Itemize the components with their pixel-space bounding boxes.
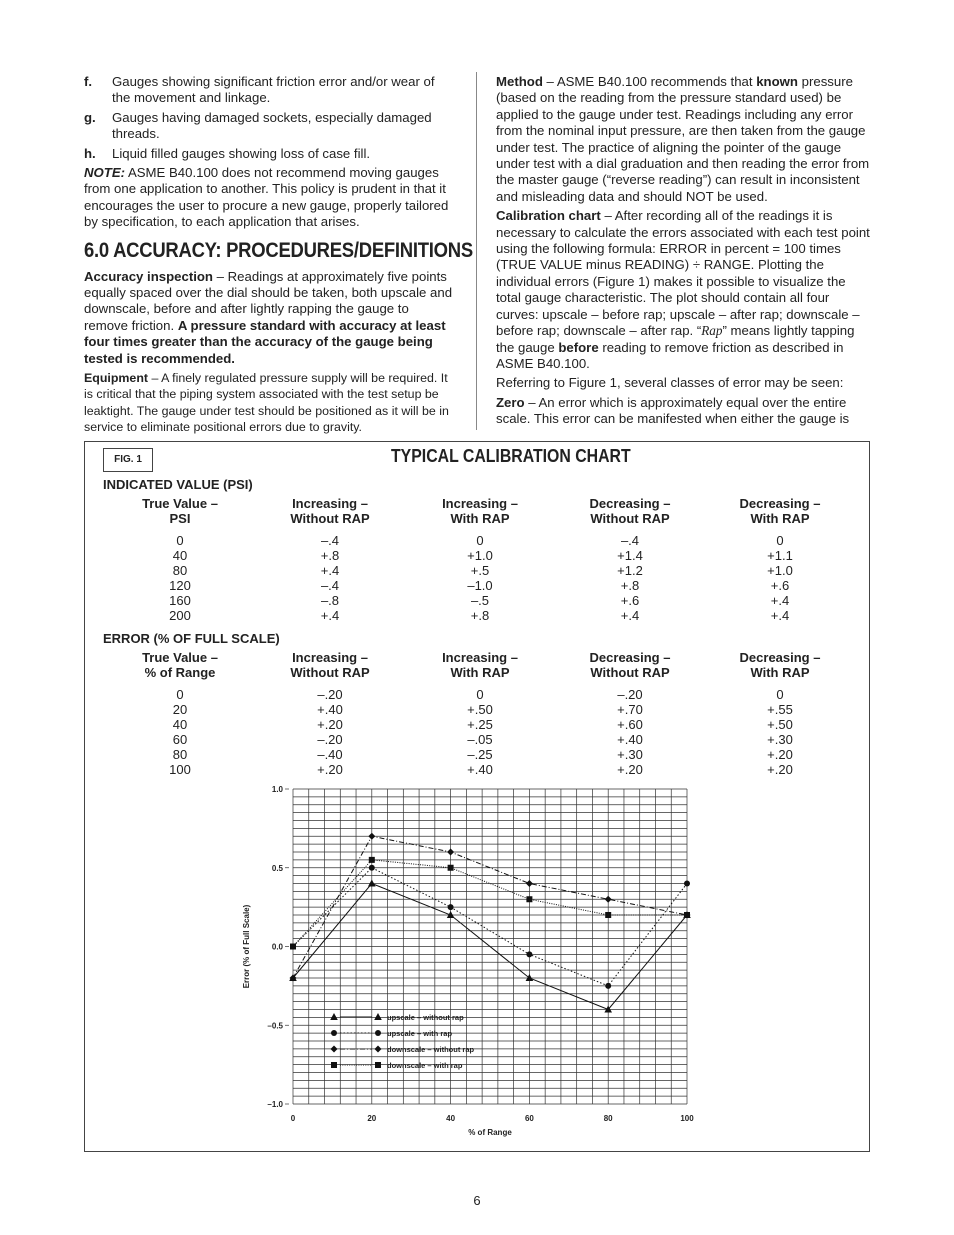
- x-tick-label: 0: [290, 1114, 296, 1123]
- table-cell: +.40: [617, 732, 643, 747]
- data-point-square: [331, 1062, 337, 1068]
- table-cell: +.8: [470, 608, 490, 623]
- data-point-diamond: [526, 880, 533, 887]
- table-cell: –.4: [320, 533, 340, 548]
- equipment-text: – A finely regulated pressure supply will be required. It is critical that the piping system associated with the test setup be leaktight. The gauge under test should be positioned as it will be in service to eliminate positional errors due to gravity.: [84, 371, 449, 434]
- column-header-line: Without RAP: [290, 511, 370, 526]
- page-number: 6: [473, 1193, 481, 1208]
- section-heading: 6.0 ACCURACY: PROCEDURES/DEFINITIONS: [84, 238, 473, 262]
- table-cell: +1.2: [617, 563, 643, 578]
- method-label: Method: [496, 74, 543, 89]
- data-point-diamond: [605, 896, 612, 903]
- table-cell: +.6: [770, 578, 790, 593]
- table-cell: +.20: [767, 747, 793, 762]
- table-cell: –.20: [317, 687, 343, 702]
- y-tick-label: 0.0: [271, 942, 283, 952]
- table-cell: 40: [172, 548, 188, 563]
- table-cell: 0: [476, 687, 484, 702]
- column-header-line: Increasing –: [292, 496, 368, 511]
- table-cell: +.30: [617, 747, 643, 762]
- data-point-circle: [605, 983, 611, 989]
- table-cell: 0: [776, 687, 784, 702]
- method-known: known: [756, 74, 798, 89]
- table-cell: 80: [172, 747, 188, 762]
- list-item-key: f.: [84, 74, 93, 89]
- table-cell: –.20: [317, 732, 343, 747]
- table-cell: 0: [176, 687, 184, 702]
- table-cell: 80: [172, 563, 188, 578]
- figure-label: FIG. 1: [103, 448, 153, 472]
- table-cell: +.20: [767, 762, 793, 777]
- table-cell: +.25: [467, 717, 493, 732]
- table-cell: –1.0: [467, 578, 493, 593]
- data-point-diamond: [447, 849, 454, 856]
- legend-label: upscale – without rap: [387, 1013, 464, 1022]
- table-cell: +.8: [320, 548, 340, 563]
- data-point-triangle: [526, 974, 534, 981]
- table-cell: 100: [169, 762, 191, 777]
- table-cell: +.40: [467, 762, 493, 777]
- accuracy-label: Accuracy inspection: [84, 268, 213, 284]
- table-cell: +.40: [317, 702, 343, 717]
- table-cell: 40: [172, 717, 188, 732]
- data-point-diamond: [368, 833, 375, 840]
- x-tick-label: 80: [603, 1114, 613, 1123]
- error-heading: ERROR (% OF FULL SCALE): [103, 631, 280, 646]
- indicated-heading: INDICATED VALUE (PSI): [103, 477, 253, 492]
- table-cell: +.4: [770, 593, 790, 608]
- data-point-circle: [448, 904, 454, 910]
- exclusion-list: [84, 74, 456, 162]
- referring-paragraph: Referring to Figure 1, several classes of error may be seen:: [496, 375, 844, 391]
- table-cell: 0: [476, 533, 484, 548]
- data-point-circle: [684, 881, 690, 887]
- table-cell: –.40: [317, 747, 343, 762]
- table-cell: +.8: [620, 578, 640, 593]
- table-cell: –.5: [470, 593, 490, 608]
- method-paragraph: [496, 74, 870, 205]
- column-header-line: Without RAP: [590, 511, 670, 526]
- table-cell: +1.0: [767, 563, 793, 578]
- list-item: [84, 110, 456, 143]
- figure-title: TYPICAL CALIBRATION CHART: [391, 446, 631, 466]
- x-tick-label: 60: [524, 1114, 534, 1123]
- zero-text: – An error which is approximately equal over the entire scale. This error can be manifested when either the gauge is: [496, 394, 850, 427]
- column-header-line: With RAP: [750, 665, 810, 680]
- legend-label: downscale – without rap: [387, 1045, 475, 1054]
- column-header-line: Decreasing –: [739, 496, 821, 511]
- table-cell: –.4: [320, 578, 340, 593]
- table-cell: +.60: [617, 717, 643, 732]
- series-line: [293, 868, 687, 986]
- data-point-triangle: [330, 1013, 338, 1020]
- data-point-circle: [369, 865, 375, 871]
- table-cell: 60: [172, 732, 188, 747]
- data-point-circle: [331, 1030, 337, 1036]
- column-header-line: Increasing –: [442, 650, 518, 665]
- column-header-line: With RAP: [450, 665, 510, 680]
- table-cell: +1.4: [617, 548, 643, 563]
- table-cell: 120: [169, 578, 191, 593]
- x-tick-label: 20: [367, 1114, 377, 1123]
- list-item-key: h.: [84, 145, 96, 161]
- data-point-triangle: [368, 880, 376, 887]
- column-header-line: PSI: [169, 511, 191, 526]
- note-paragraph: [84, 165, 456, 231]
- table-cell: +.6: [620, 593, 640, 608]
- calibration-text-2: ” means lightly tapping the gauge: [496, 323, 855, 355]
- list-item-text: Gauges showing significant friction error and/or wear of the movement and linkage.: [112, 74, 435, 106]
- list-item-text: Liquid filled gauges showing loss of case fill.: [112, 145, 371, 161]
- calibration-text-3: reading to remove friction as described in ASME B40.100.: [496, 339, 844, 371]
- column-divider: [476, 72, 477, 430]
- table-cell: +1.0: [467, 548, 493, 563]
- equipment-label: Equipment: [84, 371, 149, 386]
- data-point-diamond: [331, 1046, 338, 1053]
- table-cell: 200: [169, 608, 191, 623]
- data-point-square: [290, 944, 296, 950]
- calibration-before: before: [558, 339, 599, 355]
- table-cell: 20: [172, 702, 188, 717]
- x-axis-label: % of Range: [468, 1128, 512, 1137]
- method-text-2: pressure (based on the reading from the pressure standard used) be applied to the gauge under test. Readings including any error from the nominal input pressure, are then taken from the gauge under test. The practice of aligning the pointer of the gauge under test with a dial graduation and then reading the error from the master gauge (“reverse reading”) can result in inconsistent and misleading data and should NOT be used.: [496, 74, 870, 204]
- data-point-square: [684, 912, 690, 918]
- x-tick-label: 100: [680, 1114, 694, 1123]
- column-header-line: With RAP: [750, 511, 810, 526]
- table-cell: +.4: [320, 608, 340, 623]
- right-column: [496, 74, 870, 431]
- y-tick-label: –0.5: [267, 1021, 283, 1031]
- data-point-square: [605, 912, 611, 918]
- table-cell: +.50: [467, 702, 493, 717]
- table-cell: –.20: [617, 687, 643, 702]
- list-item: [84, 74, 456, 107]
- method-text-1: – ASME B40.100 recommends that: [542, 74, 757, 89]
- data-point-square: [526, 896, 532, 902]
- data-point-diamond: [375, 1046, 382, 1053]
- list-item-text: Gauges having damaged sockets, especially damaged threads.: [112, 109, 432, 142]
- table-cell: 160: [169, 593, 191, 608]
- list-item-key: g.: [84, 109, 96, 125]
- table-cell: 0: [776, 533, 784, 548]
- column-header-line: True Value –: [142, 496, 218, 511]
- column-header-line: Without RAP: [590, 665, 670, 680]
- zero-label: Zero: [496, 394, 525, 410]
- table-cell: +.5: [470, 563, 490, 578]
- data-point-circle: [526, 951, 532, 957]
- table-cell: +.4: [320, 563, 340, 578]
- table-cell: +.20: [317, 717, 343, 732]
- left-column: [84, 74, 473, 438]
- calibration-paragraph: [496, 208, 870, 372]
- column-header-line: Decreasing –: [739, 650, 821, 665]
- table-cell: +.4: [770, 608, 790, 623]
- x-tick-label: 40: [446, 1114, 456, 1123]
- note-text: ASME B40.100 does not recommend moving gauges from one application to another. This policy is prudent in that it encourages the user to procure a new gauge, properly tailored by specification, to each application that arises.: [84, 165, 449, 230]
- column-header-line: Without RAP: [290, 665, 370, 680]
- data-point-square: [448, 865, 454, 871]
- zero-paragraph: [496, 395, 870, 428]
- table-cell: +.4: [620, 608, 640, 623]
- table-cell: +.55: [767, 702, 793, 717]
- data-point-triangle: [374, 1013, 382, 1020]
- table-cell: +.50: [767, 717, 793, 732]
- data-point-square: [369, 857, 375, 863]
- table-cell: –.8: [320, 593, 340, 608]
- legend-label: upscale – with rap: [387, 1029, 453, 1038]
- list-item: [84, 146, 456, 162]
- column-header-line: Decreasing –: [589, 650, 671, 665]
- calibration-label: Calibration chart: [496, 208, 601, 224]
- data-point-square: [375, 1062, 381, 1068]
- accuracy-paragraph: [84, 269, 456, 367]
- table-cell: 0: [176, 533, 184, 548]
- column-header-line: With RAP: [450, 511, 510, 526]
- equipment-paragraph: [84, 370, 456, 435]
- calibration-text-1: – After recording all of the readings it is necessary to calculate the errors associated with each test point using the following formula: ERROR in percent = 100 times (TRUE VALUE minus READING) ÷ RANGE. Plotting the individual errors (Figure 1) makes it possible to visualize the total gauge characteristic. The plot should contain all four curves: upscale – before rap; upscale – after rap; downscale – before rap; downscale – after rap. “: [496, 208, 870, 339]
- table-cell: +.20: [317, 762, 343, 777]
- table-cell: +.30: [767, 732, 793, 747]
- table-cell: +.70: [617, 702, 643, 717]
- accuracy-bold-text: A pressure standard with accuracy at least four times greater than the accuracy of the gauge being tested is recommended.: [84, 317, 446, 366]
- data-point-triangle: [447, 911, 455, 918]
- y-tick-label: –1.0: [267, 1100, 283, 1109]
- column-header-line: Decreasing –: [589, 496, 671, 511]
- data-point-circle: [375, 1030, 381, 1036]
- rap-term: Rap: [701, 323, 723, 339]
- table-cell: –.05: [467, 732, 493, 747]
- figure-box: [84, 441, 870, 1152]
- column-header-line: True Value –: [142, 650, 218, 665]
- column-header-line: Increasing –: [292, 650, 368, 665]
- note-label: NOTE:: [84, 165, 126, 181]
- y-tick-label: 1.0: [271, 785, 283, 794]
- legend-label: downscale – with rap: [387, 1061, 463, 1070]
- y-tick-label: 0.5: [271, 863, 283, 873]
- column-header-line: % of Range: [144, 665, 216, 680]
- calibration-chart: [85, 442, 869, 1151]
- table-cell: +1.1: [767, 548, 793, 563]
- table-cell: +.20: [617, 762, 643, 777]
- table-cell: –.25: [467, 747, 493, 762]
- column-header-line: Increasing –: [442, 496, 518, 511]
- accuracy-text: – Readings at approximately five points equally spaced over the dial should be taken, both upscale and downscale, before and after lightly rapping the gauge to remove friction.: [84, 268, 453, 333]
- y-axis-label: Error (% of Full Scale): [242, 904, 251, 989]
- table-cell: –.4: [620, 533, 640, 548]
